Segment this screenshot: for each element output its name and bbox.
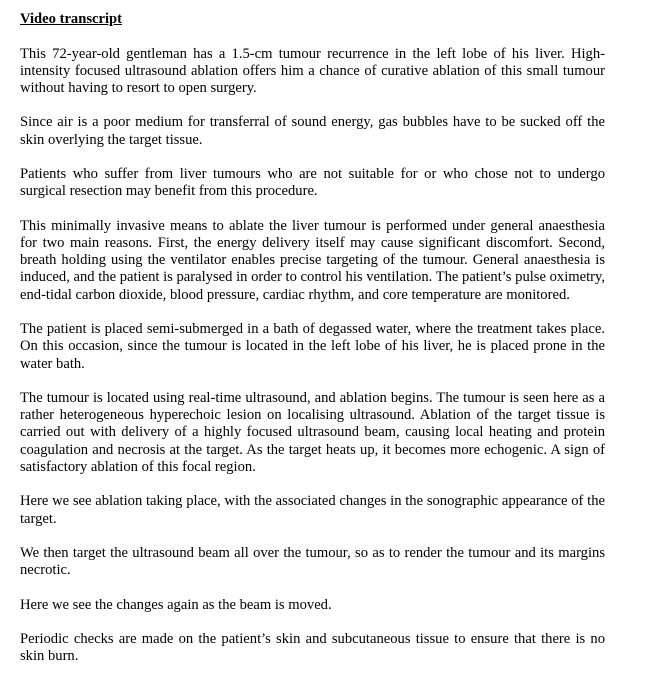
paragraph-beam-targeting: We then target the ultrasound beam all over the tumour, so as to render the tumour and its margins necrotic. [20, 545, 605, 579]
paragraph-tumour-recurrence: This 72-year-old gentleman has a 1.5-cm tumour recurrence in the left lobe of his liver. High-intensity focused ultrasound ablation offers him a chance of curative ablation of this small tumour without having to resort to open surgery. [20, 45, 605, 96]
paragraph-gas-bubbles: Since air is a poor medium for transferral of sound energy, gas bubbles have to be sucked off the skin overlying the target tissue. [20, 114, 605, 148]
paragraph-sonographic-changes: Here we see ablation taking place, with the associated changes in the sonographic appearance of the target. [20, 493, 605, 527]
paragraph-beam-moved: Here we see the changes again as the beam is moved. [20, 596, 332, 613]
paragraph-patient-eligibility: Patients who suffer from liver tumours who are not suitable for or who chose not to undergo surgical resection may benefit from this procedure. [20, 166, 605, 200]
paragraph-water-bath: The patient is placed semi-submerged in a bath of degassed water, where the treatment takes place. On this occasion, since the tumour is located in the left lobe of his liver, he is placed prone in the water bath. [20, 321, 605, 372]
paragraph-ablation-begins: The tumour is located using real-time ultrasound, and ablation begins. The tumour is seen here as a rather heterogeneous hyperechoic lesion on localising ultrasound. Ablation of the target tissue is carried out with delivery of a highly focused ultrasound beam, causing local heating and protein coagulation and necrosis at the target. As the target heats up, it becomes more echogenic. A sign of satisfactory ablation of this focal region. [20, 390, 605, 475]
paragraph-general-anaesthesia: This minimally invasive means to ablate the liver tumour is performed under general anaesthesia for two main reasons. First, the energy delivery itself may cause significant discomfort. Second, breath holding using the ventilator enables precise targeting of the tumour. General anaesthesia is induced, and the patient is paralysed in order to control his ventilation. The patient’s pulse oximetry, end-tidal carbon dioxide, blood pressure, cardiac rhythm, and core temperature are monitored. [20, 217, 605, 303]
paragraph-skin-checks: Periodic checks are made on the patient’s skin and subcutaneous tissue to ensure that there is no skin burn. [20, 631, 605, 665]
document-title: Video transcript [20, 11, 123, 27]
